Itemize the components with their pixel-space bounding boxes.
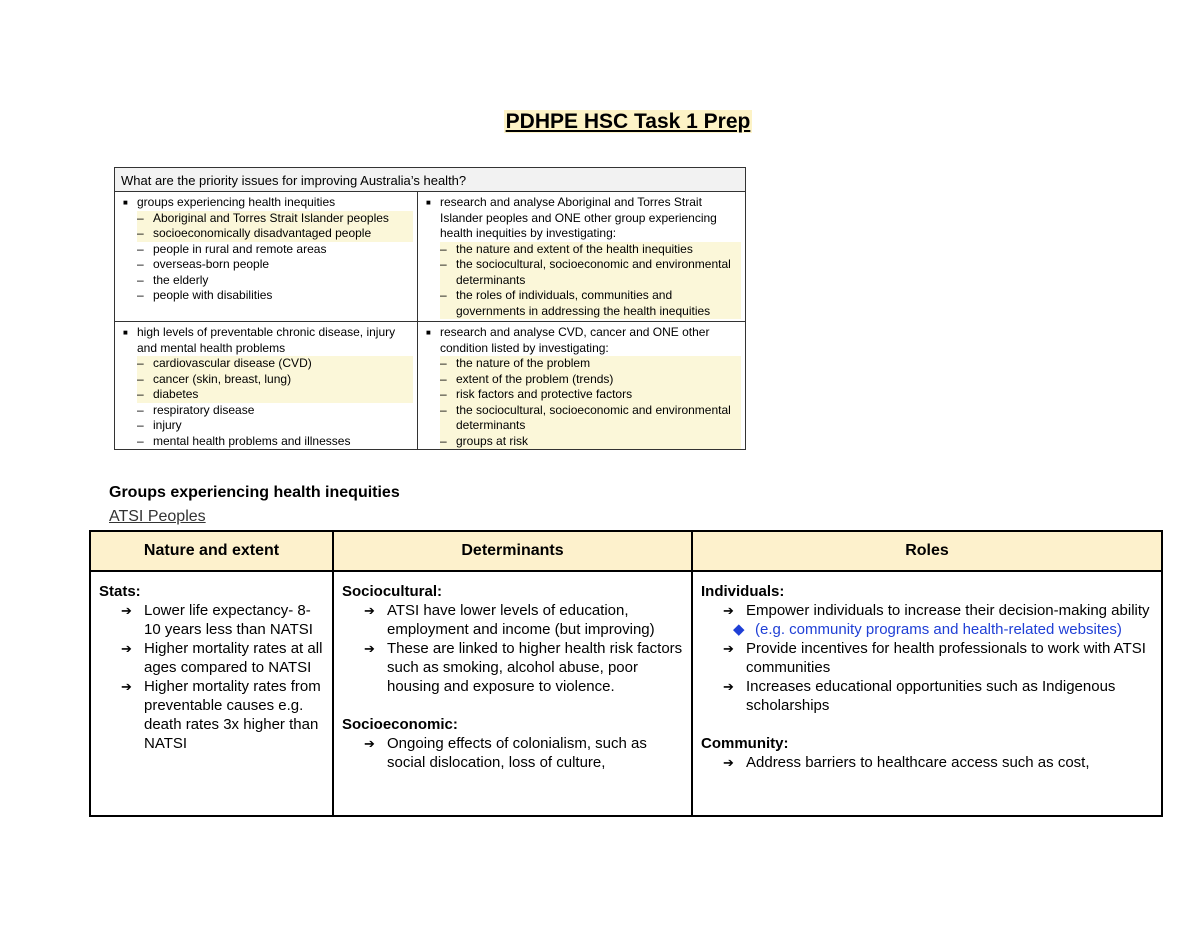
list-item: ➔ Lower life expectancy- 8-10 years less than NATSI: [121, 601, 326, 639]
syllabus-cell: [115, 322, 418, 450]
syllabus-item: – people in rural and remote areas: [137, 242, 413, 258]
subheading: ATSI Peoples: [109, 508, 206, 525]
syllabus-heading: research and analyse CVD, cancer and ONE other condition listed by investigating:: [440, 325, 710, 355]
cell-heading: Sociocultural:: [342, 583, 443, 600]
syllabus-item: – groups at risk: [440, 434, 741, 450]
sub-list-item: ◆ (e.g. community programs and health-related websites): [733, 620, 1155, 639]
list-item: ➔ Address barriers to healthcare access such as cost,: [723, 753, 1155, 772]
list-item: ➔ Provide incentives for health professionals to work with ATSI communities: [723, 639, 1155, 677]
syllabus-heading: research and analyse Aboriginal and Torres Strait Islander peoples and ONE other group experiencing health inequities by investigating:: [440, 195, 717, 240]
cell-heading: Socioeconomic:: [342, 716, 458, 733]
syllabus-item: – overseas-born people: [137, 257, 413, 273]
syllabus-item: – extent of the problem (trends): [440, 372, 741, 388]
list-item: ➔ Ongoing effects of colonialism, such as social dislocation, loss of culture,: [364, 734, 685, 772]
square-bullet-icon: ■: [123, 328, 128, 337]
cell-heading: Community:: [701, 735, 789, 752]
column-header-determinants: Determinants: [333, 531, 692, 571]
list-item: ➔ These are linked to higher health risk factors such as smoking, alcohol abuse, poor housing and exposure to violence.: [364, 639, 685, 696]
cell-roles: [692, 571, 1162, 816]
syllabus-item: – the roles of individuals, communities and governments in addressing the health inequities: [440, 288, 741, 319]
cell-heading: Individuals:: [701, 583, 785, 600]
notes-table: [89, 530, 1163, 817]
list-item: ➔ Increases educational opportunities such as Indigenous scholarships: [723, 677, 1155, 715]
syllabus-item: – cardiovascular disease (CVD): [137, 356, 413, 372]
square-bullet-icon: ■: [426, 198, 431, 207]
syllabus-heading: groups experiencing health inequities: [137, 195, 336, 209]
page-title: PDHPE HSC Task 1 Prep: [505, 110, 751, 133]
syllabus-row: [115, 322, 745, 450]
syllabus-item: – diabetes: [137, 387, 413, 403]
syllabus-item: – the sociocultural, socioeconomic and environmental determinants: [440, 257, 741, 288]
column-header-nature: Nature and extent: [90, 531, 333, 571]
list-item: ➔ ATSI have lower levels of education, employment and income (but improving): [364, 601, 685, 639]
section-heading: Groups experiencing health inequities: [109, 484, 400, 501]
syllabus-item: – respiratory disease: [137, 403, 413, 419]
column-header-roles: Roles: [692, 531, 1162, 571]
square-bullet-icon: ■: [123, 198, 128, 207]
syllabus-item: – cancer (skin, breast, lung): [137, 372, 413, 388]
square-bullet-icon: ■: [426, 328, 431, 337]
syllabus-item: – the elderly: [137, 273, 413, 289]
syllabus-item: – risk factors and protective factors: [440, 387, 741, 403]
syllabus-item: – socioeconomically disadvantaged people: [137, 226, 413, 242]
syllabus-item: – the nature of the problem: [440, 356, 741, 372]
table-row: [90, 571, 1162, 816]
syllabus-cell: [418, 192, 745, 321]
list-item: ➔ Empower individuals to increase their decision-making ability: [723, 601, 1155, 620]
cell-determinants: [333, 571, 692, 816]
syllabus-question: What are the priority issues for improving Australia’s health?: [115, 168, 745, 192]
syllabus-item: – injury: [137, 418, 413, 434]
syllabus-cell: [115, 192, 418, 321]
syllabus-item: – Aboriginal and Torres Strait Islander peoples: [137, 211, 413, 227]
syllabus-cell: [418, 322, 745, 450]
syllabus-item: – the sociocultural, socioeconomic and environmental determinants: [440, 403, 741, 434]
list-item: ➔ Higher mortality rates from preventable causes e.g. death rates 3x higher than NATSI: [121, 677, 326, 753]
syllabus-item: – the nature and extent of the health inequities: [440, 242, 741, 258]
syllabus-row: [115, 192, 745, 322]
syllabus-excerpt-image: [114, 167, 746, 450]
syllabus-heading: high levels of preventable chronic disease, injury and mental health problems: [137, 325, 396, 355]
syllabus-item: – people with disabilities: [137, 288, 413, 304]
cell-heading: Stats:: [99, 583, 141, 600]
cell-nature: [90, 571, 333, 816]
list-item: ➔ Higher mortality rates at all ages compared to NATSI: [121, 639, 326, 677]
syllabus-item: – mental health problems and illnesses: [137, 434, 413, 450]
table-header-row: [90, 531, 1162, 571]
